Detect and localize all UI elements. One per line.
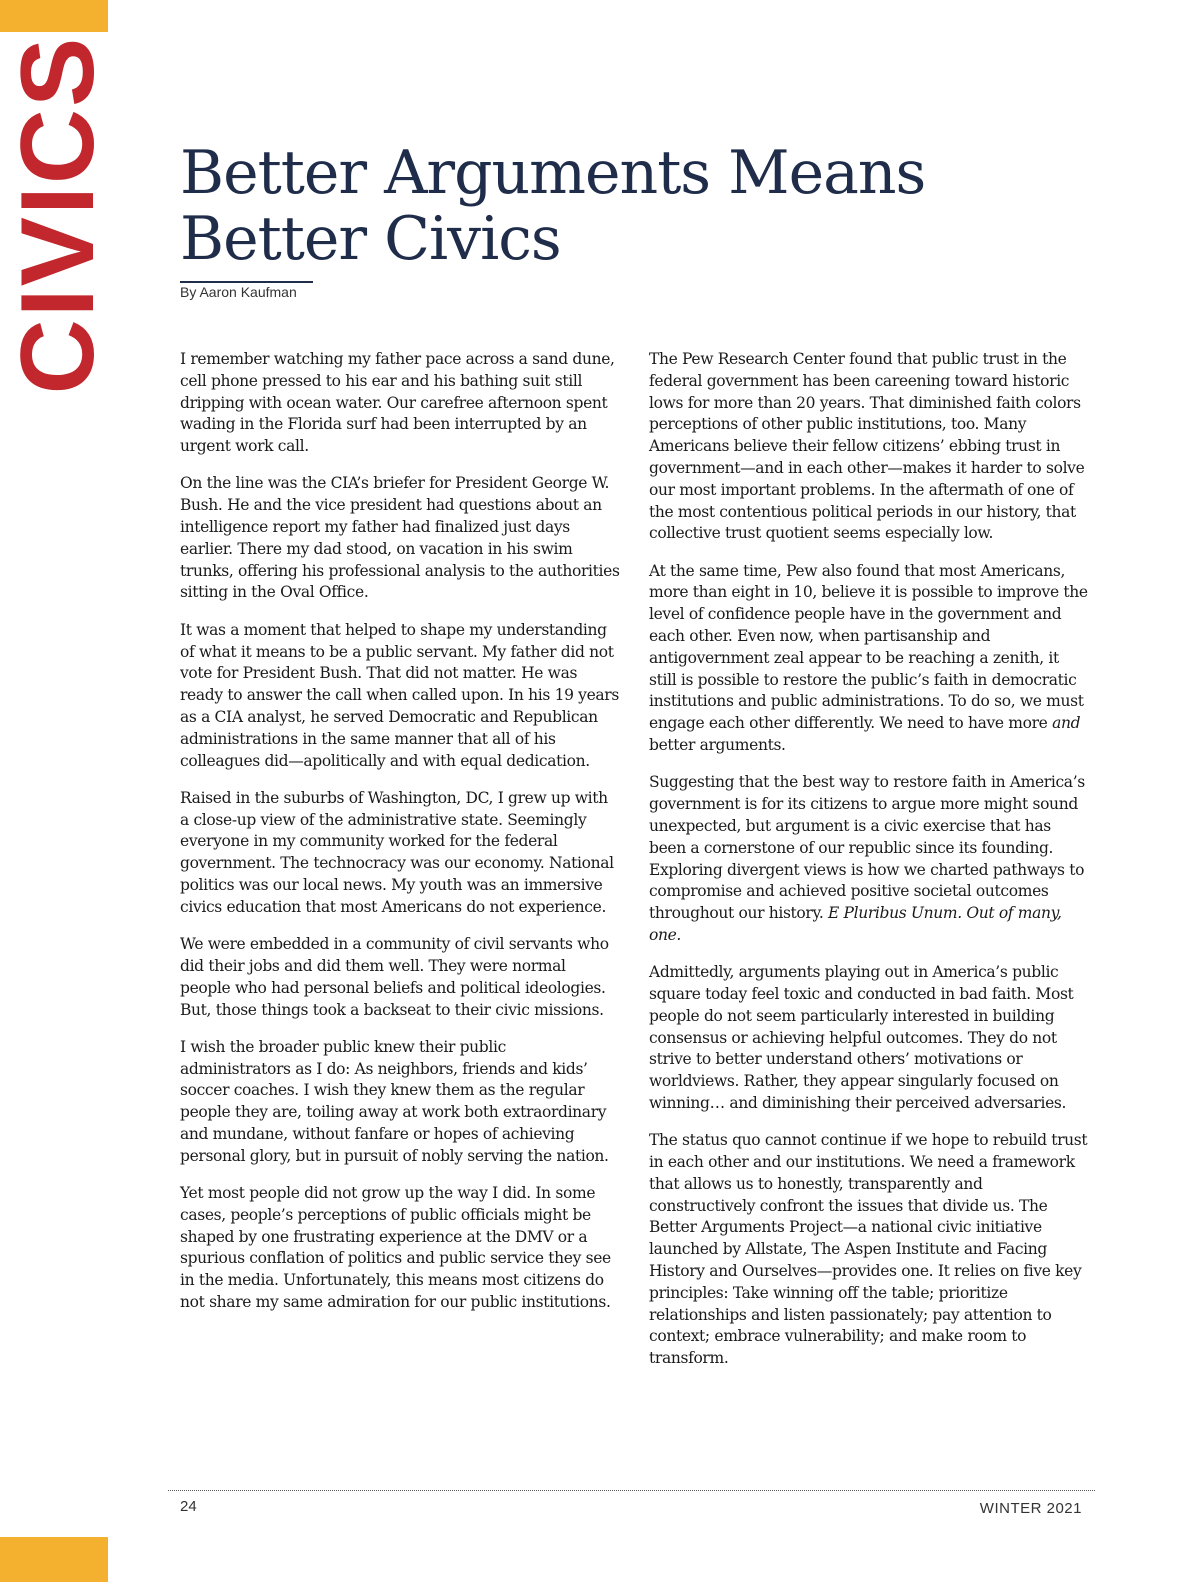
- byline: By Aaron Kaufman: [180, 284, 297, 300]
- issue-label: WINTER 2021: [979, 1500, 1082, 1517]
- paragraph: It was a moment that helped to shape my understanding of what it means to be a public servant. My father did not vote for President Bush. That did not matter. He was ready to answer the call when called upon. In his 19 years as a CIA analyst, he served Democratic and Republican administrations in the same manner that all of his colleagues did—apolitically and with equal dedication.: [180, 620, 619, 770]
- article-title: [180, 140, 940, 272]
- right-column: [649, 349, 1089, 1386]
- footer-rule: [168, 1490, 1095, 1491]
- paragraph: I wish the broader public knew their public administrators as I do: As neighbors, friends and kids’ soccer coaches. I wish they knew them as the regular people they are, toiling away at work both extraordinary and mundane, without fanfare or hopes of achieving personal glory, but in pursuit of nobly serving the nation.: [180, 1037, 609, 1165]
- paragraph: Yet most people did not grow up the way I did. In some cases, people’s perceptions of public officials might be shaped by one frustrating experience at the DMV or a spurious conflation of politics and public service they see in the media. Unfortunately, this means most citizens do not share my same admiration for our public institutions.: [180, 1184, 611, 1312]
- article-title-line-2: Better Civics: [180, 204, 561, 274]
- paragraph: The Pew Research Center found that public trust in the federal government has been careening toward historic lows for more than 20 years. That diminished faith colors perceptions of other public institutions, too. Many Americans believe their fellow citizens’ ebbing trust in government—and in each other—makes it harder to solve our most important problems. In the aftermath of one of the most contentious political periods in our history, that collective trust quotient seems especially low.: [649, 350, 1085, 543]
- paragraph: I remember watching my father pace across a sand dune, cell phone pressed to his ear and his bathing suit still dripping with ocean water. Our carefree afternoon spent wading in the Florida surf had been interrupted by an urgent work call.: [180, 350, 615, 456]
- paragraph: [649, 561, 1089, 757]
- emphasis-text: and: [1052, 714, 1081, 733]
- article-title-line-1: Better Arguments Means: [180, 138, 926, 208]
- page-number: 24: [180, 1498, 197, 1515]
- paragraph: The status quo cannot continue if we hope to rebuild trust in each other and our institutions. We need a framework that allows us to honestly, transparently and constructively confront the issues that divide us. The Better Arguments Project—a national civic initiative launched by Allstate, The Aspen Institute and Facing History and Ourselves—provides one. It relies on five key principles: Take winning off the table; prioritize relationships and listen passionately; pay attention to context; embrace vulnerability; and make room to transform.: [649, 1131, 1088, 1368]
- paragraph: Raised in the suburbs of Washington, DC, I grew up with a close-up view of the administrative state. Seemingly everyone in my community worked for the federal government. The technocracy was our economy. National politics was our local news. My youth was an immersive civics education that most Americans do not experience.: [180, 788, 614, 916]
- paragraph-text: Suggesting that the best way to restore faith in America’s government is for its citizens to argue more might sound unexpected, but argument is a civic exercise that has been a cornerstone of our republic since its founding. Exploring divergent views is how we charted pathways to compromise and achieved positive societal outcomes throughout our history.: [649, 773, 1085, 923]
- paragraph-text: At the same time, Pew also found that most Americans, more than eight in 10, believe it is possible to improve the level of confidence people have in the government and each other. Even now, when partisanship and antigovernment zeal appear to be reaching a zenith, it still is possible to restore the public’s faith in democratic institutions and public administrations. To do so, we must engage each other differently. We need to have more: [649, 561, 1088, 733]
- emphasis-text: E Pluribus Unum. Out of many, one.: [649, 904, 1062, 944]
- paragraph: Admittedly, arguments playing out in America’s public square today feel toxic and conducted in bad faith. Most people do not seem particularly interested in building consensus or achieving helpful outcomes. They do not strive to better understand others’ motivations or worldviews. Rather, they appear singularly focused on winning… and diminishing their perceived adversaries.: [649, 963, 1074, 1112]
- section-label: CIVICS: [0, 35, 116, 395]
- accent-bar-bottom: [0, 1537, 108, 1582]
- paragraph: [649, 772, 1089, 946]
- paragraph: We were embedded in a community of civil servants who did their jobs and did them well. They were normal people who had personal beliefs and political ideologies. But, those things took a backseat to their civic missions.: [180, 935, 609, 1019]
- paragraph: On the line was the CIA’s briefer for President George W. Bush. He and the vice president had questions about an intelligence report my father had finalized just days earlier. There my dad stood, on vacation in his swim trunks, offering his professional analysis to the authorities sitting in the Oval Office.: [180, 474, 620, 602]
- left-column: [180, 349, 620, 1329]
- paragraph-text: better arguments.: [649, 736, 786, 755]
- byline-rule: [180, 281, 313, 283]
- accent-bar-top: [0, 0, 108, 32]
